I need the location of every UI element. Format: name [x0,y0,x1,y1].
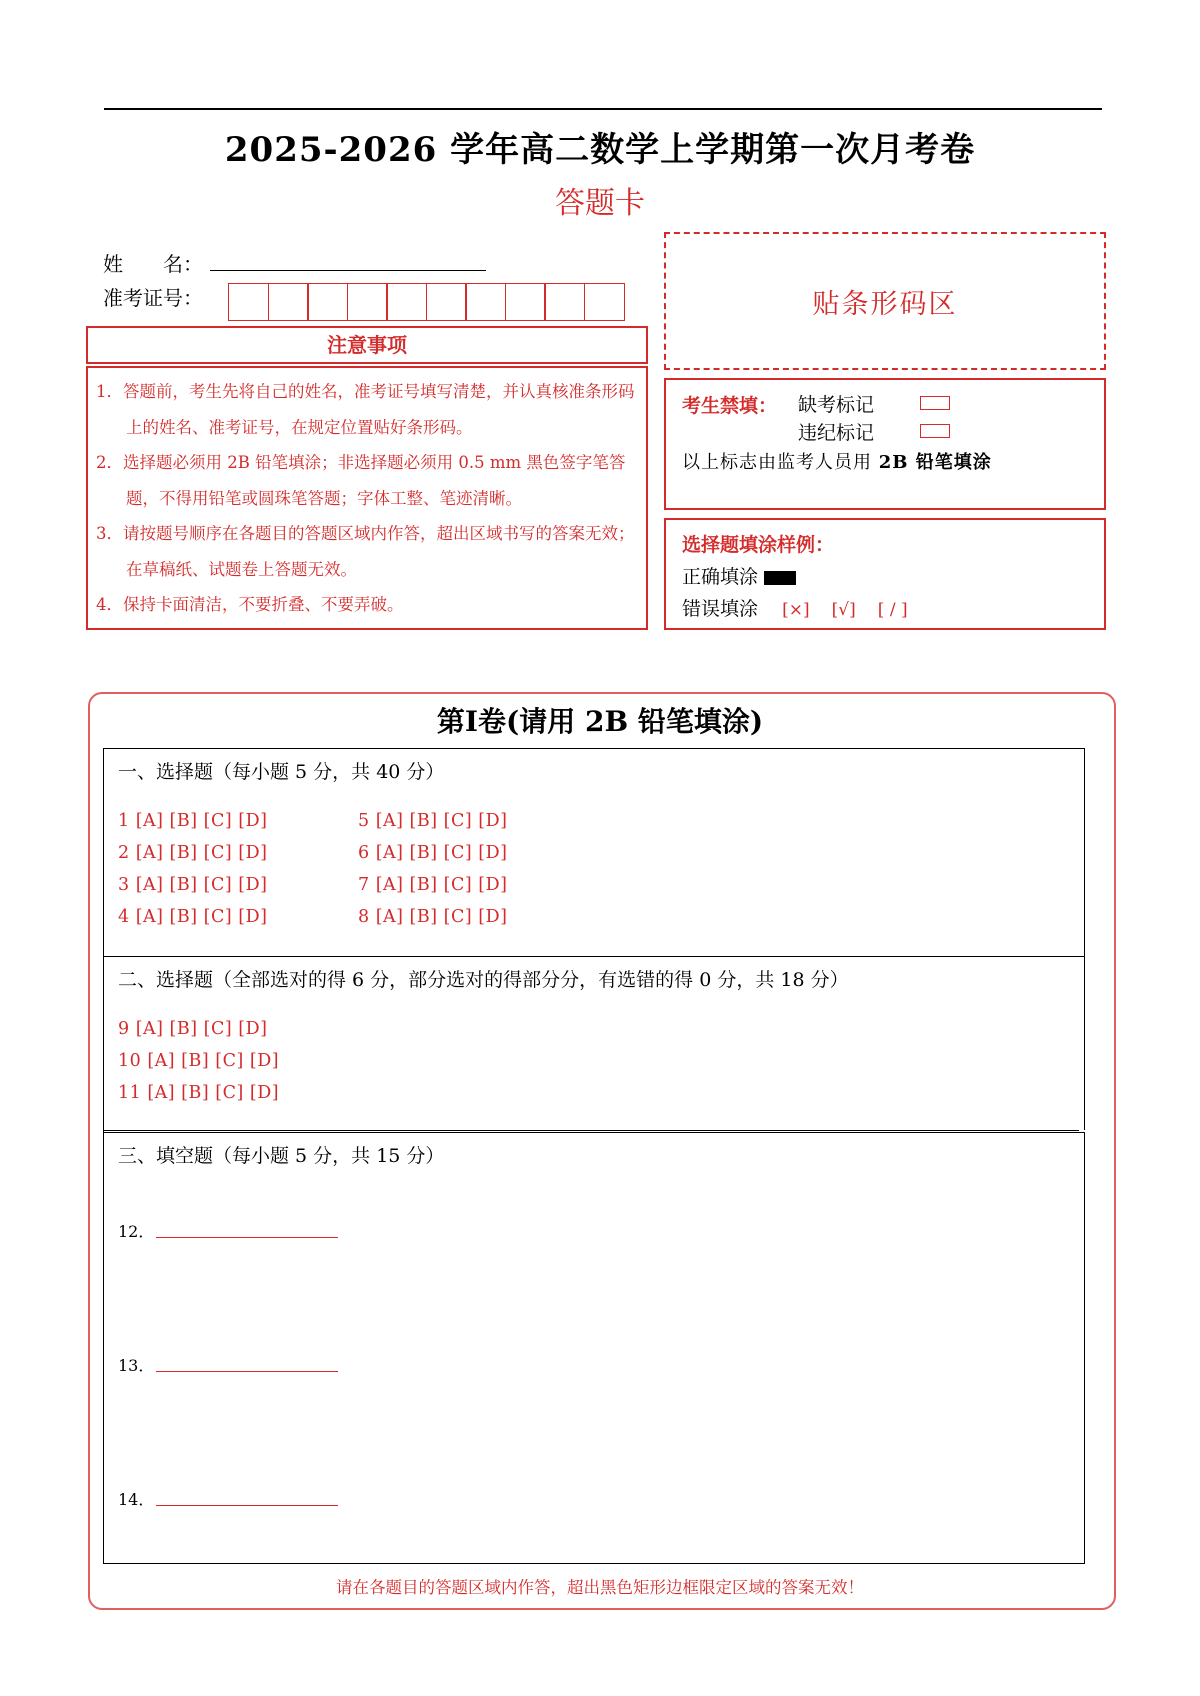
name-label: 姓 名： [103,252,203,276]
notice-item: 4．保持卡面清洁，不要折叠、不要弄破。 [96,595,404,614]
wrong-fill-label: 错误填涂 [682,598,759,620]
choice-row[interactable]: 5 [A] [B] [C] [D] [358,811,508,831]
correct-fill-row [682,562,796,589]
choice-row[interactable]: 3 [A] [B] [C] [D] [118,875,268,895]
wrong-mark-cross: [×] [782,600,810,620]
filled-box-icon [764,571,796,585]
choice-row[interactable]: 9 [A] [B] [C] [D] [118,1019,268,1039]
part-one-heading: 一、选择题（每小题 5 分，共 40 分） [118,761,445,783]
id-digit-box[interactable] [465,283,506,321]
fill-blank-line[interactable] [156,1237,338,1238]
correct-fill-label: 正确填涂 [682,566,759,588]
fill-blank-number: 13． [118,1356,155,1375]
section-one-title: 第Ⅰ卷(请用 2B 铅笔填涂) [436,705,764,738]
fill-sample-title: 选择题填涂样例： [682,534,835,556]
violation-mark-box [920,424,950,438]
page-title: 2025-2026 学年高二数学上学期第一次月考卷 [224,130,976,170]
footer-warning: 请在各题目的答题区域内作答，超出黑色矩形边框限定区域的答案无效！ [336,1578,864,1597]
fill-blank-number: 12． [118,1222,155,1241]
part-two-box [103,956,1085,1132]
id-digit-box[interactable] [544,283,585,321]
part-two-heading: 二、选择题（全部选对的得 6 分，部分选对的得部分分，有选错的得 0 分，共 18 分） [118,969,849,991]
forbidden-label: 考生禁填： [682,395,778,417]
choice-row[interactable]: 2 [A] [B] [C] [D] [118,843,268,863]
forbidden-note-text: 以上标志由监考人员用 [682,452,879,473]
part-separator [103,1130,1079,1131]
forbidden-note-bold: 2B 铅笔填涂 [878,452,992,473]
part-three-box [103,1132,1085,1564]
part-three-heading: 三、填空题（每小题 5 分，共 15 分） [118,1145,445,1167]
barcode-area [664,232,1106,370]
part-two-right-border [1084,956,1085,1130]
choice-row[interactable]: 11 [A] [B] [C] [D] [118,1083,280,1103]
top-rule [104,108,1102,110]
student-id-boxes[interactable] [228,283,623,321]
forbidden-note [682,448,992,474]
choice-row[interactable]: 1 [A] [B] [C] [D] [118,811,268,831]
barcode-label: 贴条形码区 [812,288,958,320]
absent-label: 缺考标记 [798,394,875,416]
violation-label: 违纪标记 [798,422,875,444]
fill-blank-line[interactable] [156,1505,338,1506]
wrong-mark-check: [√] [831,600,856,620]
fill-blank-line[interactable] [156,1371,338,1372]
id-digit-box[interactable] [228,283,269,321]
id-digit-box[interactable] [584,283,625,321]
fill-sample-box [664,518,1106,630]
id-label: 准考证号： [103,286,203,310]
choice-row[interactable]: 10 [A] [B] [C] [D] [118,1051,280,1071]
id-digit-box[interactable] [505,283,546,321]
wrong-fill-row [682,594,908,621]
id-digit-box[interactable] [307,283,348,321]
name-field[interactable] [210,270,486,271]
choice-row[interactable]: 8 [A] [B] [C] [D] [358,907,508,927]
notice-item: 3．请按题号顺序在各题目的答题区域内作答，超出区域书写的答案无效；在草稿纸、试题卷上答题无效。 [96,524,635,579]
notice-box [86,366,648,630]
absent-mark-box [920,396,950,410]
fill-blank-number: 14． [118,1490,155,1509]
id-digit-box[interactable] [347,283,388,321]
choice-row[interactable]: 7 [A] [B] [C] [D] [358,875,508,895]
examinee-forbidden-box [664,378,1106,510]
page-subtitle: 答题卡 [555,186,645,221]
notice-title: 注意事项 [86,326,648,364]
wrong-mark-slash: [ / ] [877,600,908,620]
id-digit-box[interactable] [426,283,467,321]
notice-item: 2．选择题必须用 2B 铅笔填涂；非选择题必须用 0.5 mm 黑色签字笔答题，不得用铅笔或圆珠笔答题；字体工整、笔迹清晰。 [96,453,626,508]
id-digit-box[interactable] [268,283,309,321]
notice-item: 1．答题前，考生先将自己的姓名，准考证号填写清楚，并认真核准条形码上的姓名、准考证号，在规定位置贴好条形码。 [96,382,635,437]
part-one-box [103,748,1085,956]
choice-row[interactable]: 6 [A] [B] [C] [D] [358,843,508,863]
id-digit-box[interactable] [386,283,427,321]
choice-row[interactable]: 4 [A] [B] [C] [D] [118,907,268,927]
